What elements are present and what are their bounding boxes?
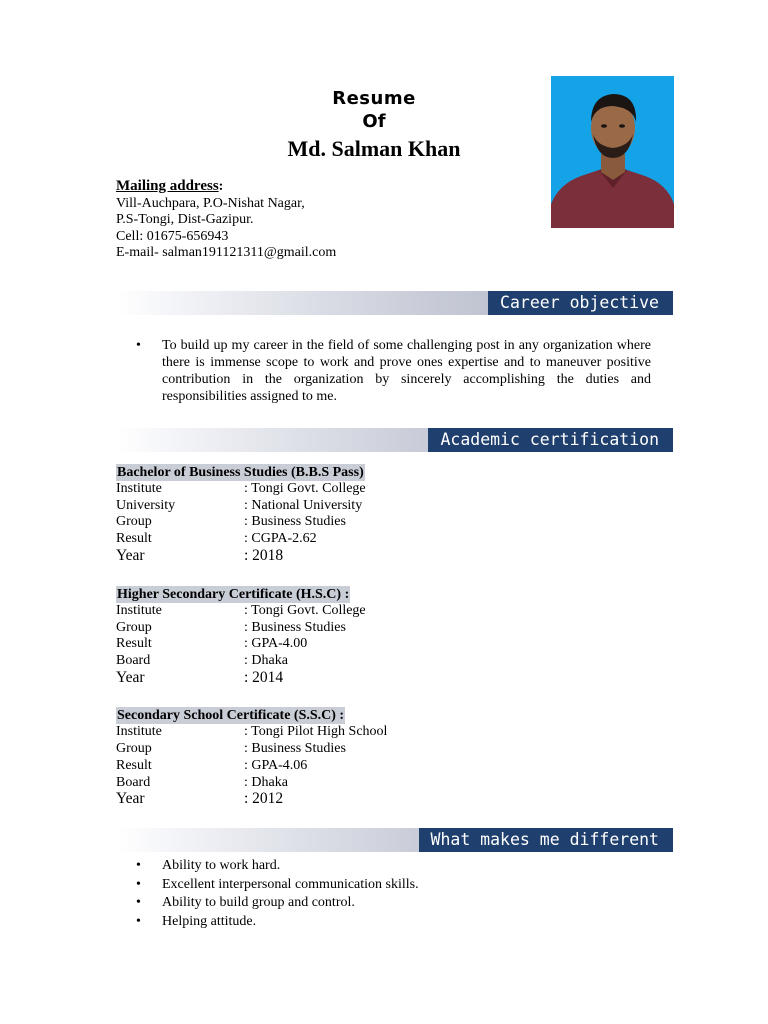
career-objective: [116, 337, 651, 405]
cell-number: Cell: 01675-656943: [116, 228, 229, 244]
list-item: • Excellent interpersonal communication skills.: [116, 876, 651, 895]
degree-row: Result : CGPA-2.62: [116, 531, 317, 546]
degree-row: Year : 2018: [116, 547, 284, 564]
objective-text: To build up my career in the field of some challenging post in any organization where there is immense scope to work and prove ones expertise and to maneuver positive contribution in the organization by sincerely accomplishing the duties and responsibilities assigned to me.: [162, 338, 651, 404]
strengths-list: [116, 857, 651, 931]
mailing-address-colon: :: [218, 179, 224, 194]
academic-band: [116, 428, 673, 452]
address-line: Vill-Auchpara, P.O-Nishat Nagar,: [116, 195, 305, 211]
bullet-icon: •: [136, 858, 141, 873]
degree-row: Group : Business Studies: [116, 620, 346, 635]
degree-row: Year : 2014: [116, 669, 284, 686]
degree-row: Board : Dhaka: [116, 653, 288, 668]
degree-heading: Bachelor of Business Studies (B.B.S Pass): [117, 465, 364, 480]
bullet-icon: •: [136, 338, 141, 353]
degree-row: Result : GPA-4.00: [116, 636, 308, 651]
degree-row: Result : GPA-4.06: [116, 758, 308, 773]
degree-row: Institute : Tongi Govt. College: [116, 603, 366, 618]
email-address: E-mail- salman191121311@gmail.com: [116, 245, 337, 260]
degree-row: Group : Business Studies: [116, 741, 346, 756]
different-band: [116, 828, 673, 852]
degree-row: Institute : Tongi Govt. College: [116, 481, 366, 496]
portrait-image: [551, 76, 674, 228]
degree-heading: Secondary School Certificate (S.S.C) :: [117, 708, 345, 723]
address-line: P.S-Tongi, Dist-Gazipur.: [116, 212, 254, 227]
resume-of: Of: [362, 111, 386, 132]
list-item: • Ability to build group and control.: [116, 894, 651, 913]
list-item: • Ability to work hard.: [116, 857, 651, 876]
degree-row: Year : 2012: [116, 790, 284, 807]
degree-row: Board : Dhaka: [116, 775, 288, 790]
resume-title: Resume: [332, 88, 416, 109]
bullet-icon: •: [136, 913, 141, 929]
mailing-address: [116, 178, 336, 262]
career-objective-band: [116, 291, 673, 315]
list-item: [116, 337, 651, 405]
degree-row: Institute : Tongi Pilot High School: [116, 724, 388, 739]
degree-row: Group : Business Studies: [116, 514, 346, 529]
academic-heading: Academic certification: [428, 428, 673, 452]
bullet-icon: •: [136, 895, 141, 910]
degree-row: University : National University: [116, 498, 363, 513]
mailing-address-label: Mailing address: [116, 178, 219, 194]
career-objective-heading: Career objective: [488, 291, 673, 315]
profile-photo: [551, 76, 674, 228]
candidate-name: Md. Salman Khan: [287, 136, 461, 161]
degree-heading: Higher Secondary Certificate (H.S.C) :: [117, 587, 350, 602]
list-item: • Helping attitude.: [116, 913, 651, 932]
bullet-icon: •: [136, 876, 141, 892]
different-heading: What makes me different: [419, 828, 673, 852]
